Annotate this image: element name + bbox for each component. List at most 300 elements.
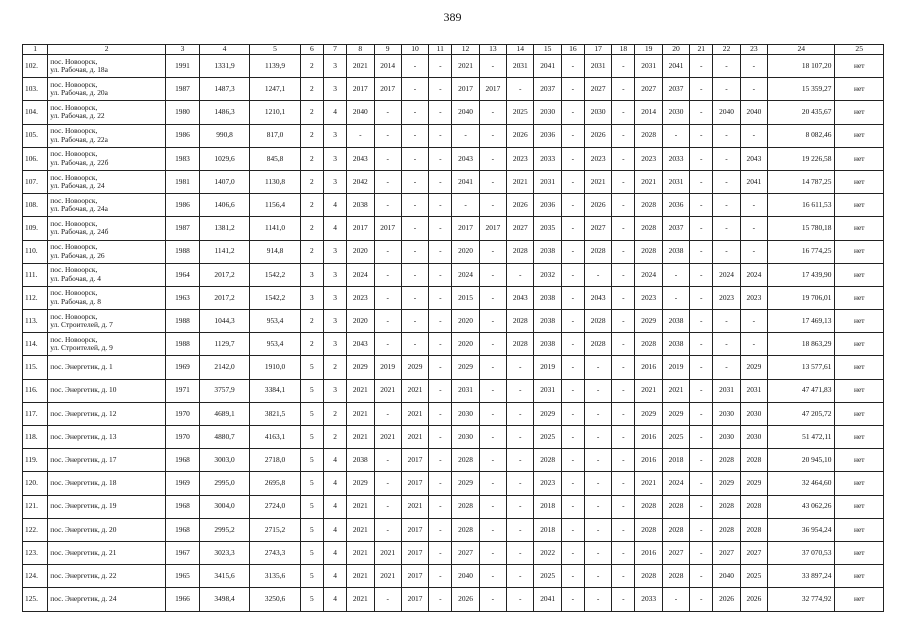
data-cell: 2043	[584, 286, 611, 309]
data-cell: -	[374, 263, 401, 286]
data-cell: 32 464,60	[768, 472, 835, 495]
address-line: пос. Энергетик, д. 24	[50, 594, 117, 604]
data-cell: 2025	[740, 565, 767, 588]
address-line: пос. Новоорск,	[50, 242, 98, 252]
data-cell: 5	[300, 379, 323, 402]
data-cell: -	[690, 286, 713, 309]
data-cell: 2	[300, 101, 323, 124]
data-cell: -	[507, 472, 534, 495]
address-line: пос. Новоорск,	[50, 334, 98, 344]
data-cell: -	[612, 333, 635, 356]
address-line: пос. Новоорск,	[50, 288, 98, 298]
data-cell: 16 774,25	[768, 240, 835, 263]
data-cell: 2040	[713, 101, 740, 124]
data-cell: -	[429, 124, 452, 147]
data-cell: 1983	[166, 147, 200, 170]
data-cell: 2021	[452, 55, 479, 78]
table-row	[23, 78, 884, 101]
data-cell: -	[507, 588, 534, 611]
data-cell: нет	[835, 240, 884, 263]
data-cell: -	[584, 379, 611, 402]
data-cell: -	[401, 263, 428, 286]
data-cell: 2021	[347, 402, 374, 425]
address-line: пос. Энергетик, д. 20	[50, 524, 117, 534]
data-cell: 1381,2	[199, 217, 250, 240]
column-number-header: 24	[768, 45, 835, 55]
table-row	[23, 333, 884, 356]
address-line: пос. Энергетик, д. 12	[50, 408, 117, 418]
data-cell: 1968	[166, 495, 200, 518]
data-cell: 2025	[534, 426, 561, 449]
data-cell: 2724,0	[250, 495, 301, 518]
data-cell: -	[612, 124, 635, 147]
data-cell: -	[690, 310, 713, 333]
data-cell: нет	[835, 194, 884, 217]
data-cell: -	[612, 541, 635, 564]
data-cell: 1969	[166, 356, 200, 379]
data-cell: -	[561, 124, 584, 147]
data-cell: 2024	[740, 263, 767, 286]
data-cell: -	[612, 101, 635, 124]
data-cell: -	[584, 588, 611, 611]
data-cell: нет	[835, 78, 884, 101]
data-cell: нет	[835, 449, 884, 472]
data-cell: 5	[300, 565, 323, 588]
data-cell: 20 435,67	[768, 101, 835, 124]
data-cell: -	[584, 472, 611, 495]
data-cell: 2023	[507, 147, 534, 170]
data-cell: 2028	[584, 310, 611, 333]
data-cell: 1970	[166, 426, 200, 449]
column-number-header: 13	[479, 45, 506, 55]
data-cell: -	[429, 495, 452, 518]
data-cell: 1966	[166, 588, 200, 611]
data-cell: 2021	[401, 379, 428, 402]
data-cell: -	[612, 286, 635, 309]
data-cell: -	[561, 55, 584, 78]
data-cell: 3	[323, 147, 346, 170]
data-cell: 2027	[635, 78, 662, 101]
data-cell: -	[429, 170, 452, 193]
data-cell: 2018	[534, 495, 561, 518]
column-number-header: 4	[199, 45, 250, 55]
data-cell: 2040	[713, 565, 740, 588]
data-cell: нет	[835, 588, 884, 611]
data-cell: 1988	[166, 333, 200, 356]
row-number-cell: 107.	[23, 170, 48, 193]
table-row	[23, 495, 884, 518]
data-cell: -	[507, 356, 534, 379]
data-cell: -	[507, 379, 534, 402]
data-cell: 1542,2	[250, 263, 301, 286]
data-cell: 2041	[662, 55, 689, 78]
data-cell: -	[479, 310, 506, 333]
data-cell: 5	[300, 356, 323, 379]
data-cell: 2031	[534, 379, 561, 402]
data-cell: 1044,3	[199, 310, 250, 333]
table-row	[23, 147, 884, 170]
data-cell: 953,4	[250, 310, 301, 333]
data-cell: 2038	[347, 194, 374, 217]
row-number-cell: 106.	[23, 147, 48, 170]
data-cell: 2017,2	[199, 263, 250, 286]
data-cell: 2032	[534, 263, 561, 286]
data-cell: -	[374, 240, 401, 263]
data-cell: 2017	[401, 588, 428, 611]
data-cell: -	[507, 402, 534, 425]
address-line: пос. Новоорск,	[50, 126, 98, 136]
data-cell: 953,4	[250, 333, 301, 356]
data-cell: -	[690, 170, 713, 193]
data-cell: 2031	[740, 379, 767, 402]
data-cell: 2017	[401, 565, 428, 588]
data-cell: -	[479, 240, 506, 263]
data-cell: 2014	[635, 101, 662, 124]
data-cell: -	[713, 240, 740, 263]
data-cell: 3004,0	[199, 495, 250, 518]
data-cell: -	[479, 379, 506, 402]
row-number-cell: 110.	[23, 240, 48, 263]
data-cell: -	[429, 217, 452, 240]
page-number: 389	[443, 10, 462, 24]
data-cell: 2	[300, 217, 323, 240]
data-cell: 2030	[740, 426, 767, 449]
data-cell: 2027	[584, 78, 611, 101]
row-number-cell: 109.	[23, 217, 48, 240]
data-cell: 17 469,13	[768, 310, 835, 333]
data-cell: нет	[835, 565, 884, 588]
data-cell: -	[429, 565, 452, 588]
data-cell: 2023	[635, 286, 662, 309]
data-cell: -	[561, 194, 584, 217]
data-cell: 2021	[347, 426, 374, 449]
data-cell: -	[690, 240, 713, 263]
data-cell: -	[690, 263, 713, 286]
data-cell: 2043	[507, 286, 534, 309]
data-cell: -	[690, 449, 713, 472]
data-cell: 2038	[662, 333, 689, 356]
data-cell: -	[690, 518, 713, 541]
address-cell	[48, 379, 166, 402]
data-cell: 2023	[534, 472, 561, 495]
data-cell: 1141,0	[250, 217, 301, 240]
column-number-header: 8	[347, 45, 374, 55]
data-cell: 2028	[635, 217, 662, 240]
data-cell: 33 897,24	[768, 565, 835, 588]
data-cell: 15 359,27	[768, 78, 835, 101]
data-cell: 2037	[662, 78, 689, 101]
data-cell: -	[612, 402, 635, 425]
data-cell: нет	[835, 541, 884, 564]
data-cell: 3	[323, 240, 346, 263]
data-cell: 2043	[452, 147, 479, 170]
data-cell: 2025	[507, 101, 534, 124]
data-cell: 2021	[401, 402, 428, 425]
data-cell: -	[401, 240, 428, 263]
data-cell: 1963	[166, 286, 200, 309]
data-cell: -	[612, 170, 635, 193]
data-cell: нет	[835, 356, 884, 379]
data-cell: 2030	[662, 101, 689, 124]
data-cell: 1139,9	[250, 55, 301, 78]
data-cell: 2	[323, 426, 346, 449]
data-cell: -	[713, 356, 740, 379]
data-cell: -	[690, 495, 713, 518]
data-cell: 2995,0	[199, 472, 250, 495]
data-cell: нет	[835, 286, 884, 309]
address-line: пос. Энергетик, д. 21	[50, 547, 117, 557]
data-cell: 2028	[662, 565, 689, 588]
data-cell: 3	[323, 310, 346, 333]
data-cell: -	[713, 78, 740, 101]
data-cell: 2025	[534, 565, 561, 588]
data-cell: -	[429, 518, 452, 541]
data-cell: 1331,9	[199, 55, 250, 78]
data-cell: -	[561, 472, 584, 495]
data-cell: -	[612, 426, 635, 449]
data-cell: -	[690, 101, 713, 124]
data-cell: -	[561, 101, 584, 124]
data-cell: -	[662, 588, 689, 611]
data-cell: -	[452, 124, 479, 147]
data-cell: нет	[835, 472, 884, 495]
data-cell: 5	[300, 588, 323, 611]
row-number-cell: 119.	[23, 449, 48, 472]
data-cell: -	[561, 449, 584, 472]
data-cell: -	[429, 147, 452, 170]
data-cell: -	[479, 449, 506, 472]
data-cell: 2020	[452, 310, 479, 333]
data-cell: 18 107,20	[768, 55, 835, 78]
data-cell: 3	[323, 333, 346, 356]
data-cell: -	[401, 170, 428, 193]
data-cell: 18 863,29	[768, 333, 835, 356]
column-number-header: 25	[835, 45, 884, 55]
data-cell: -	[401, 124, 428, 147]
data-cell: 2715,2	[250, 518, 301, 541]
table-row	[23, 263, 884, 286]
data-cell: -	[429, 379, 452, 402]
data-cell: 47 471,83	[768, 379, 835, 402]
data-cell: 817,0	[250, 124, 301, 147]
data-cell: -	[740, 55, 767, 78]
address-line: пос. Новоорск,	[50, 218, 98, 228]
data-cell: нет	[835, 495, 884, 518]
address-line: ул. Рабочая, д. 20а	[50, 88, 108, 98]
data-cell: -	[612, 194, 635, 217]
data-cell: 2995,2	[199, 518, 250, 541]
data-cell: 2	[300, 333, 323, 356]
data-cell: 2041	[534, 588, 561, 611]
data-cell: -	[690, 333, 713, 356]
data-cell: 2024	[662, 472, 689, 495]
address-line: пос. Энергетик, д. 22	[50, 570, 117, 580]
data-cell: 2021	[374, 565, 401, 588]
row-number-cell: 125.	[23, 588, 48, 611]
row-number-cell: 103.	[23, 78, 48, 101]
row-number-cell: 121.	[23, 495, 48, 518]
table-body	[23, 55, 884, 612]
data-cell: -	[401, 286, 428, 309]
data-cell: 14 787,25	[768, 170, 835, 193]
data-cell: 2	[300, 194, 323, 217]
column-number-header: 17	[584, 45, 611, 55]
data-cell: 1130,8	[250, 170, 301, 193]
data-cell: 2043	[740, 147, 767, 170]
data-cell: 2033	[662, 147, 689, 170]
data-cell: 1210,1	[250, 101, 301, 124]
data-cell: 2017	[374, 78, 401, 101]
data-cell: -	[690, 426, 713, 449]
data-cell: 5	[300, 541, 323, 564]
data-cell: -	[479, 426, 506, 449]
data-cell: -	[429, 541, 452, 564]
data-cell: -	[374, 449, 401, 472]
data-cell: -	[479, 541, 506, 564]
address-line: пос. Энергетик, д. 18	[50, 478, 117, 488]
data-cell: -	[713, 194, 740, 217]
data-cell: -	[713, 170, 740, 193]
column-number-header: 20	[662, 45, 689, 55]
data-cell: 2021	[635, 170, 662, 193]
data-cell: 2021	[635, 472, 662, 495]
data-cell: 3384,1	[250, 379, 301, 402]
address-line: пос. Энергетик, д. 1	[50, 362, 113, 372]
data-cell: -	[401, 55, 428, 78]
data-cell: 4880,7	[199, 426, 250, 449]
data-cell: -	[584, 426, 611, 449]
data-cell: 5	[300, 472, 323, 495]
data-cell: 2030	[534, 101, 561, 124]
data-cell: -	[690, 194, 713, 217]
data-cell: 3	[323, 379, 346, 402]
data-cell: -	[612, 263, 635, 286]
data-cell: 2027	[662, 541, 689, 564]
address-cell	[48, 356, 166, 379]
data-cell: -	[561, 217, 584, 240]
data-cell: 1968	[166, 449, 200, 472]
data-cell: -	[740, 240, 767, 263]
data-cell: 2031	[713, 379, 740, 402]
data-cell: 914,8	[250, 240, 301, 263]
data-cell: 2031	[635, 55, 662, 78]
data-cell: -	[374, 402, 401, 425]
data-cell: 2027	[507, 217, 534, 240]
data-cell: 2028	[740, 518, 767, 541]
data-cell: 2042	[347, 170, 374, 193]
table-row	[23, 541, 884, 564]
data-cell: -	[507, 78, 534, 101]
data-cell: 2028	[507, 240, 534, 263]
housing-registry-table	[22, 44, 884, 612]
data-cell: 2016	[635, 541, 662, 564]
data-cell: -	[374, 286, 401, 309]
data-cell: 1156,4	[250, 194, 301, 217]
data-cell: 2017	[452, 217, 479, 240]
data-cell: -	[479, 286, 506, 309]
table-row	[23, 310, 884, 333]
data-cell: 2	[300, 124, 323, 147]
data-cell: -	[479, 356, 506, 379]
data-cell: -	[561, 263, 584, 286]
data-cell: 3415,6	[199, 565, 250, 588]
data-cell: -	[507, 263, 534, 286]
data-cell: -	[479, 333, 506, 356]
table-row	[23, 101, 884, 124]
data-cell: 1247,1	[250, 78, 301, 101]
data-cell: 2	[300, 78, 323, 101]
column-number-header: 14	[507, 45, 534, 55]
data-cell: 2017	[374, 217, 401, 240]
table-row	[23, 565, 884, 588]
data-cell: нет	[835, 55, 884, 78]
data-cell: -	[429, 286, 452, 309]
data-cell: 2023	[635, 147, 662, 170]
data-cell: 4	[323, 565, 346, 588]
data-cell: 2019	[534, 356, 561, 379]
data-cell: 1986	[166, 124, 200, 147]
data-cell: -	[479, 588, 506, 611]
data-cell: -	[612, 240, 635, 263]
data-cell: 2021	[347, 588, 374, 611]
data-cell: 20 945,10	[768, 449, 835, 472]
table-row	[23, 472, 884, 495]
data-cell: 2028	[452, 495, 479, 518]
table-row	[23, 402, 884, 425]
address-cell	[48, 472, 166, 495]
table-row	[23, 356, 884, 379]
data-cell: 2036	[534, 194, 561, 217]
data-cell: 2021	[347, 379, 374, 402]
data-cell: 2028	[452, 518, 479, 541]
column-number-header: 21	[690, 45, 713, 55]
data-cell: -	[584, 518, 611, 541]
data-cell: 2028	[534, 449, 561, 472]
data-cell: -	[561, 426, 584, 449]
data-cell: -	[584, 565, 611, 588]
data-cell: -	[429, 333, 452, 356]
data-cell: нет	[835, 147, 884, 170]
data-cell: 2043	[347, 147, 374, 170]
address-line: ул. Рабочая, д. 26	[50, 250, 105, 260]
data-cell: 19 706,01	[768, 286, 835, 309]
data-cell: 2	[323, 356, 346, 379]
data-cell: 2028	[635, 495, 662, 518]
data-cell: 2038	[534, 240, 561, 263]
data-cell: 1988	[166, 310, 200, 333]
data-cell: 2021	[347, 518, 374, 541]
data-cell: -	[479, 518, 506, 541]
address-line: ул. Рабочая, д. 18а	[50, 65, 108, 75]
data-cell: -	[561, 495, 584, 518]
data-cell: нет	[835, 333, 884, 356]
data-cell: 2030	[452, 426, 479, 449]
data-cell: 2015	[452, 286, 479, 309]
data-cell: 2017	[401, 541, 428, 564]
data-cell: -	[401, 194, 428, 217]
address-cell	[48, 217, 166, 240]
data-cell: -	[401, 217, 428, 240]
data-cell: 1980	[166, 101, 200, 124]
address-cell	[48, 541, 166, 564]
data-cell: 2743,3	[250, 541, 301, 564]
data-cell: 1968	[166, 518, 200, 541]
data-cell: -	[401, 310, 428, 333]
data-cell: -	[690, 55, 713, 78]
data-cell: 2017	[479, 217, 506, 240]
data-cell: -	[612, 310, 635, 333]
data-cell: 15 780,18	[768, 217, 835, 240]
